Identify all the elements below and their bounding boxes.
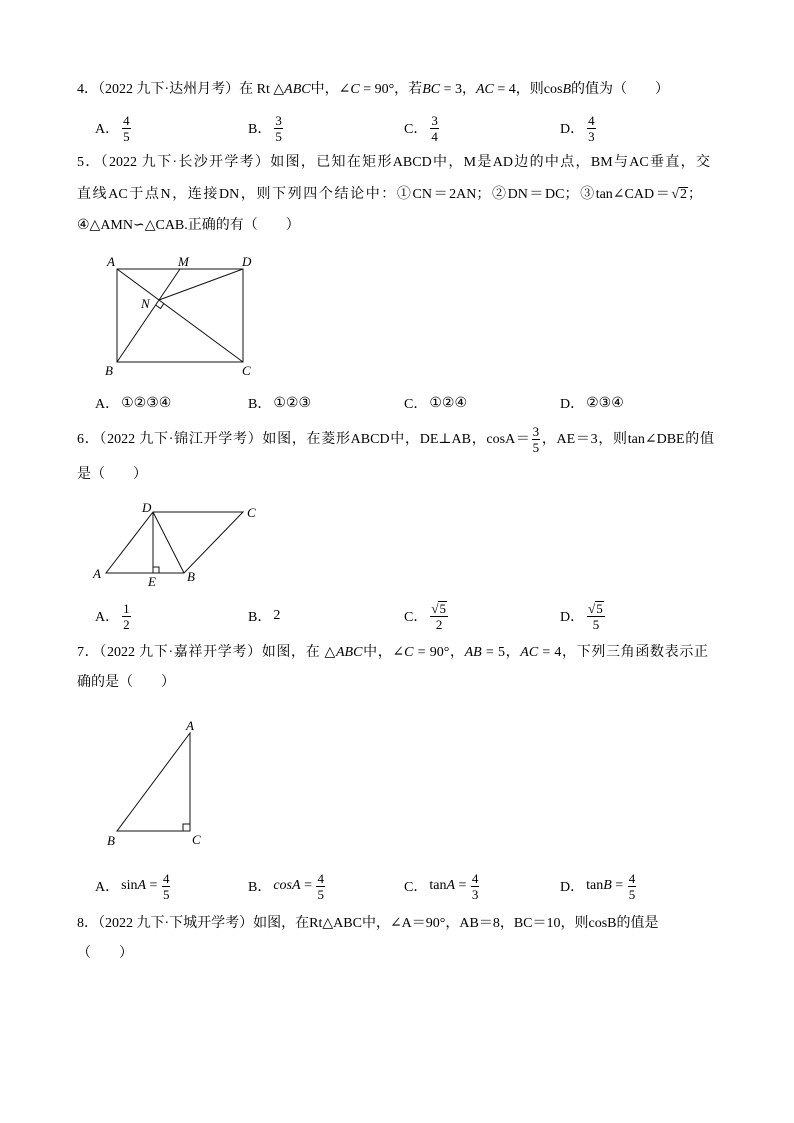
radicand: 2 xyxy=(680,187,687,202)
label-point-b: B xyxy=(105,363,113,378)
option-label: A． xyxy=(95,880,120,895)
stem-text: = 5， xyxy=(481,645,521,660)
figure-q5-rectangle xyxy=(105,254,252,378)
option-label: B． xyxy=(248,122,272,137)
fraction xyxy=(162,871,171,902)
math-variable: ABC xyxy=(335,645,363,660)
question-7-stem-line-2: 确的是（ ） xyxy=(77,675,175,690)
option-label: C． xyxy=(404,122,428,137)
stem-text: = 3， xyxy=(440,82,476,97)
fraction xyxy=(471,871,480,902)
question-6-stem-line-2: 是（ ） xyxy=(77,467,147,482)
question-7-option-c xyxy=(404,868,480,904)
right-angle-mark xyxy=(156,304,164,309)
fraction-numerator: 4 xyxy=(471,870,479,886)
stem-text: 中，∠ xyxy=(362,645,405,660)
radicand: 5 xyxy=(439,600,446,616)
fraction-denominator: 2 xyxy=(430,616,448,632)
option-value: ①②④ xyxy=(429,395,467,411)
math-variable: B xyxy=(562,82,571,97)
fraction-numerator: 1 xyxy=(123,600,130,616)
question-4-option-d xyxy=(560,110,597,146)
math-variable: A xyxy=(446,878,456,893)
diagonal-ac xyxy=(117,269,243,362)
fraction-numerator: 3 xyxy=(275,112,282,128)
function-name: tan xyxy=(586,878,604,893)
math-variable: A xyxy=(137,878,147,893)
question-6-option-a xyxy=(95,598,132,634)
question-8-stem-line-2: （ ） xyxy=(77,946,133,961)
label-point-a: A xyxy=(107,254,115,269)
question-7-option-d xyxy=(560,868,637,904)
question-5-option-a xyxy=(95,393,171,413)
equals-sign: = xyxy=(146,878,161,893)
function-name: sin xyxy=(121,878,138,893)
segment-bm xyxy=(117,269,180,362)
label-point-b: B xyxy=(187,569,195,584)
fraction xyxy=(430,113,439,144)
fraction-numerator: 4 xyxy=(588,112,595,128)
question-7-stem-line-1 xyxy=(77,643,708,663)
math-variable: cosA xyxy=(273,878,301,893)
fraction-numerator: 3 xyxy=(532,424,540,440)
question-5-option-b xyxy=(248,393,311,413)
label-point-b: B xyxy=(107,833,115,848)
question-4-option-b xyxy=(248,110,284,146)
option-label: B． xyxy=(248,610,272,625)
question-6-option-c xyxy=(404,598,449,634)
question-7-option-b xyxy=(248,868,326,904)
fraction-denominator: 5 xyxy=(628,886,636,902)
fraction-numerator: 3 xyxy=(431,112,438,128)
label-point-d: D xyxy=(142,500,152,515)
option-value: ①②③ xyxy=(273,395,311,411)
fraction-numerator: 4 xyxy=(628,870,636,886)
stem-text: = 4，下列三角函数表示正 xyxy=(538,645,708,660)
option-label: C． xyxy=(404,880,428,895)
fraction xyxy=(532,424,541,455)
radicand: 5 xyxy=(596,600,603,616)
option-label: D． xyxy=(560,880,585,895)
figure-q7-right-triangle xyxy=(107,718,201,848)
option-label: C． xyxy=(404,397,428,412)
stem-text: 6．（2022 九下·锦江开学考）如图，在菱形ABCD中，DE⊥AB，cosA＝ xyxy=(77,432,531,447)
stem-text: ； xyxy=(688,187,702,202)
fraction-denominator: 5 xyxy=(275,128,282,144)
option-value: ②③④ xyxy=(586,395,624,411)
fraction xyxy=(628,871,637,902)
fraction-denominator: 5 xyxy=(587,616,605,632)
label-point-e: E xyxy=(148,574,156,589)
fraction-numerator xyxy=(587,601,605,616)
stem-text: 7．（2022 九下·嘉祥开学考）如图，在 △ xyxy=(77,645,336,660)
math-variable: AC xyxy=(520,645,539,660)
option-label: B． xyxy=(248,397,272,412)
label-point-m: M xyxy=(178,254,189,269)
label-point-d: D xyxy=(242,254,252,269)
figure-q6-rhombus xyxy=(92,500,256,589)
fraction-denominator: 3 xyxy=(471,886,479,902)
option-label: D． xyxy=(560,122,585,137)
stem-text: ，AE＝3，则tan∠DBE的值 xyxy=(541,432,715,447)
equals-sign: = xyxy=(300,878,316,893)
math-variable: AB xyxy=(464,645,482,660)
fraction-numerator: 4 xyxy=(317,870,324,886)
option-label: A． xyxy=(95,397,120,412)
fraction xyxy=(316,871,325,902)
right-angle-mark xyxy=(153,567,159,573)
equals-sign: = xyxy=(611,878,627,893)
question-5-stem-line-3: ④△AMN∽△CAB.正确的有（ ） xyxy=(77,218,300,233)
label-point-c: C xyxy=(242,363,251,378)
math-variable: AC xyxy=(475,82,494,97)
question-5-stem-line-2 xyxy=(77,185,702,205)
stem-text: = 90°，若 xyxy=(359,82,423,97)
question-5-stem-line-1: 5．（2022 九下·长沙开学考）如图，已知在矩形ABCD中，M是AD边的中点，BM与AC垂直，交 xyxy=(77,155,710,170)
right-angle-mark xyxy=(183,824,190,831)
fraction-numerator: 4 xyxy=(123,112,130,128)
math-variable: B xyxy=(603,878,612,893)
radical-sign: √ xyxy=(431,600,439,616)
label-point-n: N xyxy=(141,296,150,311)
fraction xyxy=(122,601,131,632)
triangle-abc xyxy=(117,733,190,831)
radical-sign: √ xyxy=(588,600,596,616)
math-variable: C xyxy=(404,645,414,660)
fraction-denominator: 3 xyxy=(588,128,595,144)
option-label: A． xyxy=(95,610,120,625)
label-point-c: C xyxy=(192,832,201,847)
stem-text: 中，∠ xyxy=(310,82,351,97)
fraction-numerator: 4 xyxy=(162,870,170,886)
segment-db xyxy=(153,512,184,573)
fraction xyxy=(274,113,283,144)
fraction-denominator: 2 xyxy=(123,616,130,632)
option-label: A． xyxy=(95,122,120,137)
fraction-denominator: 5 xyxy=(532,440,540,456)
question-6-stem-line-1 xyxy=(77,423,714,457)
label-point-c: C xyxy=(247,505,256,520)
math-variable: C xyxy=(350,82,360,97)
radical-sign: √ xyxy=(671,187,679,202)
segment-dn xyxy=(159,269,243,300)
question-5-option-d xyxy=(560,393,624,413)
option-value: 2 xyxy=(273,608,281,623)
fraction xyxy=(587,601,605,632)
stem-text: 直线AC于点N，连接DN，则下列四个结论中：①CN＝2AN；②DN＝DC；③tan∠CAD＝ xyxy=(77,187,672,202)
rectangle-abcd xyxy=(117,269,243,362)
option-label: D． xyxy=(560,610,585,625)
stem-text: = 4，则cos xyxy=(493,82,563,97)
stem-text: 4．（2022 九下·达州月考）在 Rt △ xyxy=(77,82,285,97)
fraction-denominator: 5 xyxy=(123,128,130,144)
question-6-option-d xyxy=(560,598,606,634)
stem-text: = 90°， xyxy=(413,645,465,660)
question-7-option-a xyxy=(95,868,171,904)
math-variable: BC xyxy=(422,82,441,97)
fraction xyxy=(430,601,448,632)
fraction-numerator xyxy=(430,601,448,616)
option-label: C． xyxy=(404,610,428,625)
label-point-a: A xyxy=(93,566,101,581)
question-8-stem-line-1: 8．（2022 九下·下城开学考）如图，在Rt△ABC中，∠A＝90°，AB＝8，BC＝10，则cosB的值是 xyxy=(77,916,659,931)
label-point-a: A xyxy=(186,718,194,733)
fraction-denominator: 4 xyxy=(431,128,438,144)
option-value: ①②③④ xyxy=(121,395,172,411)
option-label: B． xyxy=(248,880,272,895)
math-variable: ABC xyxy=(284,82,311,97)
fraction xyxy=(587,113,596,144)
fraction-denominator: 5 xyxy=(162,886,170,902)
fraction-denominator: 5 xyxy=(317,886,324,902)
question-4-stem xyxy=(77,80,669,100)
stem-text: 的值为（ ） xyxy=(571,82,669,97)
question-5-option-c xyxy=(404,393,467,413)
question-4-option-c xyxy=(404,110,440,146)
question-6-option-b xyxy=(248,598,280,634)
fraction xyxy=(122,113,131,144)
rhombus-abcd xyxy=(106,512,243,573)
function-name: tan xyxy=(429,878,447,893)
question-4-option-a xyxy=(95,110,132,146)
option-label: D． xyxy=(560,397,585,412)
equals-sign: = xyxy=(455,878,470,893)
